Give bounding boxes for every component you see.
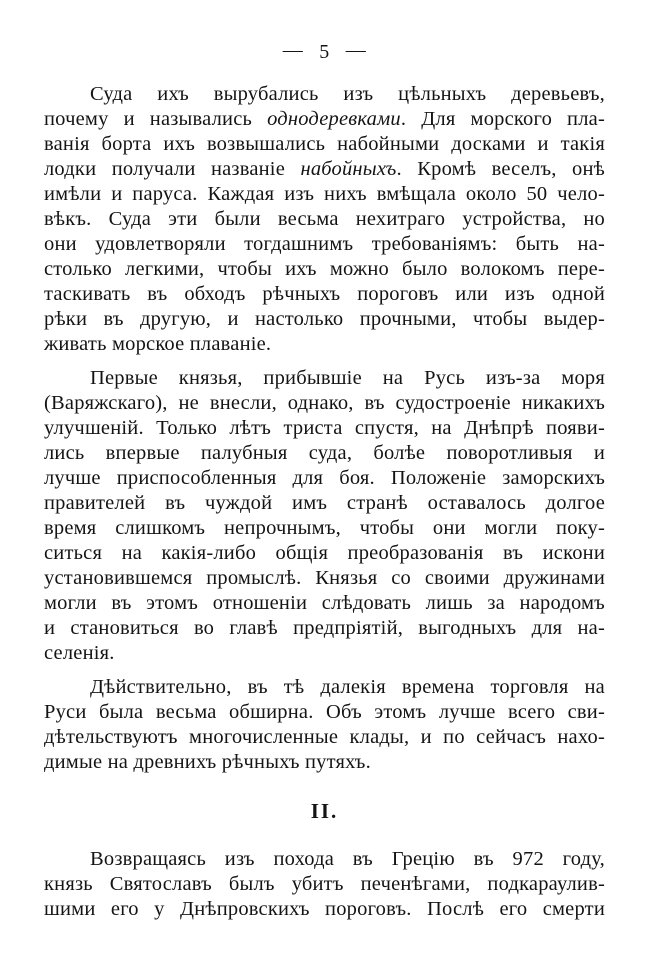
text-segment: почему и назывались [44,108,268,130]
text-line: рѣки въ другую, и настолько прочными, чтобы выдер- [44,308,605,330]
paragraph-3 [44,675,605,775]
text-line: они удовлетворяли тогдашнимъ требованіямъ: быть на- [44,233,605,255]
text-line: шими его у Днѣпровскихъ пороговъ. Послѣ его смерти [44,898,605,920]
text-line: время слишкомъ непрочнымъ, чтобы они могли поку- [44,517,605,539]
paragraph-2 [44,366,605,666]
italic-term: набойныхъ [300,158,397,180]
text-segment: . Для морского пла- [400,108,605,130]
text-line: таскивать въ обходъ рѣчныхъ пороговъ или изъ одной [44,283,605,305]
text-line: установившемся промыслѣ. Князья со своими дружинами [44,567,605,589]
text-line: князь Святославъ былъ убитъ печенѣгами, подкараулив- [44,873,605,895]
italic-term: однодеревками [267,108,401,130]
text-line: Дѣйствительно, въ тѣ далекія времена торговля на [90,676,605,698]
text-line: Первые князья, прибывшіе на Русь изъ-за моря [90,367,605,389]
text-line: Возвращаясь изъ похода въ Грецію въ 972 году, [90,848,605,870]
text-line: дѣтельствуютъ многочисленные клады, и по сейчасъ нахо- [44,726,605,748]
text-line [44,107,605,132]
page-number: 5 [319,41,330,63]
text-line: (Варяжскаго), не внесли, однако, въ судостроеніе никакихъ [44,392,605,414]
text-line: лись впервые палубныя суда, болѣе поворотливыя и [44,442,605,464]
text-line: селенія. [44,642,115,664]
text-line: лучше приспособленныя для боя. Положеніе заморскихъ [44,467,605,489]
section-heading: II. [310,799,339,823]
text-line: могли въ этомъ отношеніи слѣдовать лишь за народомъ [44,592,605,614]
text-line [44,157,605,182]
paragraph-1 [44,82,605,357]
header-dash-right: — [345,39,367,61]
text-line: ситься на какія-либо общія преобразованія въ искони [44,542,605,564]
text-line: живать морское плаваніе. [44,333,272,355]
text-line: правителей въ чуждой имъ странѣ оставалось долгое [44,492,605,514]
text-line: димые на древнихъ рѣчныхъ путяхъ. [44,751,371,773]
text-line: столько легкими, чтобы ихъ можно было волокомъ пере- [44,258,605,280]
text-segment: лодки получали названіе [44,158,301,180]
text-line: Суда ихъ вырубались изъ цѣльныхъ деревьевъ, [90,83,605,105]
text-line: имѣли и паруса. Каждая изъ нихъ вмѣщала около 50 чело- [44,183,605,205]
header-dash-left: — [282,39,304,61]
page-header [44,40,605,65]
paragraph-4 [44,847,605,922]
text-line: улучшеній. Только лѣтъ триста спустя, на Днѣпрѣ появи- [44,417,605,439]
text-line: Руси была весьма обширна. Объ этомъ лучше всего сви- [44,701,605,723]
text-line: вѣкъ. Суда эти были весьма нехитраго устройства, но [44,208,605,230]
text-line: и становиться во главѣ предпріятій, выгодныхъ для на- [44,617,605,639]
text-line: ванія борта ихъ возвышались набойными досками и такія [44,133,605,155]
text-segment: . Кромѣ веселъ, онѣ [396,158,605,180]
